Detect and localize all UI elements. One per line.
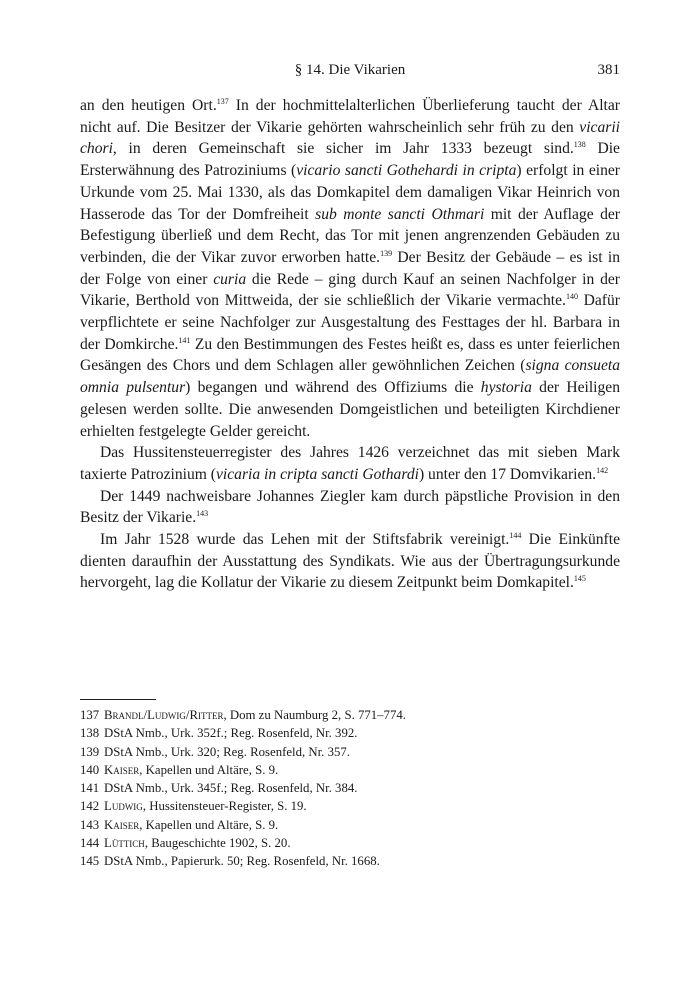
author-name: Kaiser [104,762,140,777]
latin-phrase: vicarii chori [80,118,620,158]
text-run: Im Jahr 1528 wurde das Lehen mit der Stiftsfabrik vereinigt. [100,531,510,549]
footnote [80,816,620,834]
latin-phrase: curia [213,270,247,288]
footnote [80,706,620,724]
text-run: , Hussitensteuer-Register, S. 19. [142,799,307,814]
footnote-reference: 143 [196,509,209,519]
latin-phrase: hystoria [480,379,532,397]
latin-phrase: vicaria in cripta sancti Gothardi [215,465,419,483]
text-run: Zu den Bestimmungen des Festes heißt es, dass es unter feierlichen Gesängen des Chors und dem Schlagen aller gewöhnlichen Zeichen ( [80,335,621,375]
text-run: DStA Nmb., Urk. 352f.; Reg. Rosenfeld, Nr. 392. [104,726,358,741]
footnote-text [104,724,357,742]
text-run: , Baugeschichte 1902, S. 20. [144,836,291,851]
text-run: In der hochmittelalterlichen Überlieferung taucht der Altar nicht auf. Die Besitzer der Vikarie gehörten wahrscheinlich sehr früh zu den [80,97,620,136]
footnote [80,743,620,761]
latin-phrase: signa consueta omnia pulsentur [80,357,621,397]
running-header [80,62,620,82]
text-run: der Heiligen gelesen werden sollte. Die anwesenden Domgeistlichen und beteiligten Kirchdiener erhielten festgelegte Gelder gereicht. [80,379,621,440]
footnote [80,761,620,779]
footnote [80,797,620,815]
text-run: Dafür verpflichtete er seine Nachfolger zur Ausgestaltung des Festtages der hl. Barbara in der Domkirche. [80,292,620,353]
footnote-reference: 139 [380,248,393,258]
footnote-number: 142 [80,799,100,814]
author-name: Lüttich [104,836,145,851]
page-number: 381 [597,62,620,78]
footnote-number: 141 [80,781,100,796]
footnote [80,834,620,852]
footnote-reference: 145 [573,574,586,584]
footnote-reference: 138 [573,140,586,150]
footnote-reference: 141 [178,335,191,345]
text-run: , Dom zu Naumburg 2, S. 771–774. [223,708,406,722]
text-run: Der 1449 nachweisbare Johannes Ziegler kam durch päpstliche Provision in den Besitz der Vikarie. [80,487,620,527]
footnote-text [104,852,380,870]
footnote-reference: 144 [509,531,522,541]
footnote-text [104,816,278,834]
text-run: Der Besitz der Gebäude – es ist in der Folge von einer [80,248,621,288]
footnote-number: 143 [80,817,100,832]
text-run: DStA Nmb., Papierurk. 50; Reg. Rosenfeld, Nr. 1668. [104,854,380,869]
text-run: an den heutigen Ort. [80,97,217,114]
text-run: ) erfolgt in einer Urkunde vom 25. Mai 1330, als das Domkapitel dem damaligen Vikar Heinrich von Hasserode das Tor der Domfreiheit [80,162,621,223]
footnote-reference: 142 [596,465,609,475]
running-title: § 14. Die Vikarien [294,62,406,78]
text-run: , Kapellen und Altäre, S. 9. [139,817,279,832]
text-run: DStA Nmb., Urk. 320; Reg. Rosenfeld, Nr. 357. [104,744,350,759]
footnote-text [104,743,350,761]
footnote [80,852,620,870]
paragraph [80,529,620,594]
footnote-number: 137 [80,708,100,722]
text-run: DStA Nmb., Urk. 345f.; Reg. Rosenfeld, Nr. 384. [104,781,358,796]
footnote-number: 139 [80,744,100,759]
footnote-reference: 140 [565,292,578,302]
text-run: Die Einkünfte dienten daraufhin der Ausstattung des Syndikats. Wie aus der Übertragungsurkunde hervorgeht, lag die Kollatur der Vikarie zu diesem Zeitpunkt beim Domkapitel. [80,531,621,592]
text-run: , in deren Gemeinschaft sie sicher im Jahr 1333 bezeugt sind. [112,140,574,158]
text-run: ) begangen und während des Offiziums die [185,379,481,397]
footnote-number: 144 [80,836,100,851]
footnote-number: 145 [80,854,100,869]
footnote [80,779,620,797]
author-name: Ludwig [104,799,143,814]
footnote [80,724,620,742]
text-run: Die Ersterwähnung des Patroziniums ( [80,140,620,180]
footnote-rule [80,699,156,700]
latin-phrase: sub monte sancti Othmari [315,205,485,223]
text-run: die Rede – ging durch Kauf an seinen Nachfolger in der Vikarie, Berthold von Mittweida, der sie schließlich der Vikarie vermachte. [80,270,620,310]
footnote-number: 138 [80,726,100,741]
author-name: Kaiser [104,817,140,832]
text-run: Das Hussitensteuerregister des Jahres 1426 verzeichnet das mit sieben Mark taxierte Patrozinium ( [80,444,620,483]
author-name: Brandl/Ludwig/Ritter [104,708,224,722]
text-run: mit der Auflage der Befestigung überließ und dem Recht, das Tor mit jenen angrenzenden Gebäuden zu verbinden, die der Vikar zuvor erworben hatte. [80,205,620,266]
footnotes [80,706,620,871]
footnote-text [104,834,291,852]
paragraph [80,486,620,529]
body-text [80,95,620,594]
footnote-reference: 137 [216,97,229,106]
footnote-text [104,761,278,779]
latin-phrase: vicario sancti Gothehardi in cripta [296,162,517,180]
text-run: ) unter den 17 Domvikarien. [418,465,597,483]
footnote-number: 140 [80,762,100,777]
footnote-text [104,779,357,797]
paragraph [80,442,620,485]
footnote-text [104,706,406,724]
footnote-text [104,797,307,815]
paragraph [80,95,620,442]
text-run: , Kapellen und Altäre, S. 9. [139,762,279,777]
